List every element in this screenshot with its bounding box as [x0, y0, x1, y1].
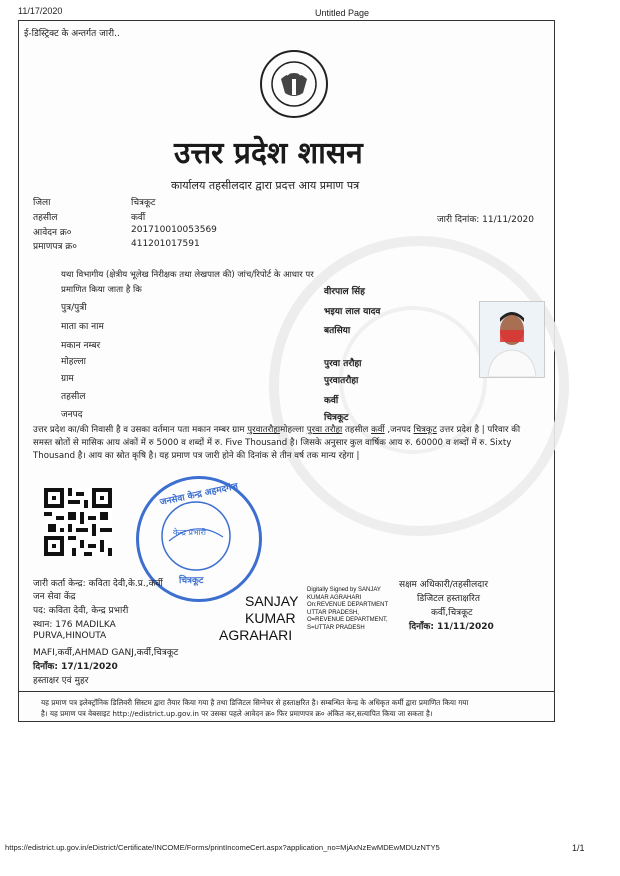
signer-name [219, 593, 298, 644]
print-date: 11/17/2020 [18, 6, 63, 16]
print-url[interactable]: https://edistrict.up.gov.in/eDistrict/Certificate/INCOME/Forms/printIncomeCert.aspx?application_no=MjAxNzEwMDEwMDUzNTY5 [5, 843, 440, 852]
house-label: मकान नम्बर [61, 341, 101, 351]
applicant-photo [479, 301, 545, 378]
mother-label: माता का नाम [61, 322, 104, 332]
issue-date: जारी दिनांक: 11/11/2020 [437, 215, 534, 225]
authority-location: कर्वी,चित्रकूट [431, 608, 473, 618]
qr-code [44, 488, 112, 556]
stamp-ring-text: जनसेवा केन्द्र अहमदगंज [159, 481, 239, 509]
footer-line-1: यह प्रमाण पत्र इलेक्ट्रॉनिक डिलिवरी सिस्टम द्वारा तैयार किया गया है तथा डिजिटल सिग्नेचर से हस्ताक्षरित है। सम्बन्धित केन्द्र के अधिकृत कर्मी द्वारा प्रमाणित किया गया [41, 698, 469, 707]
village-label: ग्राम [61, 374, 74, 384]
authority-title: सक्षम अधिकारी/तहसीलदार [399, 580, 489, 590]
application-number: 201710010053569 [131, 225, 217, 235]
locality-label: मोहल्ला [61, 357, 86, 367]
footer-line-2: है। यह प्रमाण पत्र वेबसाइट http://edistrict.up.gov.in पर उसका पहले आवेदन क्र० फिर प्रमाणपत्र क्र० अंकित कर,सत्यापित किया जा सकता है। [41, 709, 433, 718]
issuer-date: दिनाँक: 17/11/2020 [33, 662, 118, 672]
certificate-paragraph: उत्तर प्रदेश का/की निवासी है व उसका वर्तमान पता मकान नम्बर ग्राम पुरवातरौहामोहल्ला पुरवा तरौहा तहसील कर्वी ,जनपद चित्रकूट उत्तर प्रदेश है | परिवार की समस्त स्रोतों से मासिक आय अंकों में रु 5000 व शब्दों में रु. Five Thousand है। जिसके अनुसार कुल वार्षिक आय रु. 60000 व शब्दों में रु. Sixty Thousand है। आय का स्रोत कृषि है। यह प्रमाण पत्र जारी होने की दिनांक से तीन वर्ष तक मान्य रहेगा | [33, 425, 521, 461]
signer-name-line-3: AGRAHARI [219, 627, 293, 643]
applicant-name: वीरपाल सिंह [324, 287, 365, 297]
district-label: जिला [33, 198, 51, 208]
print-title: Untitled Page [315, 8, 370, 18]
issuer-address-3: MAFI,कर्वी,AHMAD GANJ,कर्वी,चित्रकूट [33, 648, 179, 658]
father-name: भइया लाल यादव [324, 307, 381, 317]
issuer-sign-note: हस्ताक्षर एवं मुहर [33, 676, 89, 686]
signer-name-line-2: KUMAR [245, 610, 296, 626]
father-label: पुत्र/पुत्री [61, 303, 87, 313]
top-note: ई-डिस्ट्रिक्ट के अन्तर्गत जारी.. [24, 29, 120, 39]
mother-name: बतसिया [324, 326, 351, 336]
tehsil-value-2: कर्वी [324, 396, 339, 406]
issuer-address-2: PURVA,HINOUTA [33, 631, 107, 641]
stamp-bottom-text: चित्रकूट [179, 576, 204, 586]
certificate-number: 411201017591 [131, 239, 200, 249]
page-subtitle: कार्यालय तहसीलदार द्वारा प्रदत्त आय प्रमाण पत्र [171, 179, 360, 192]
district-value-2: चित्रकूट [324, 413, 349, 423]
issuer-centre-type: जन सेवा केंद्र [33, 592, 76, 602]
intro-line-1: यथा विभागीय (क्षेत्रीय भूलेख निरीक्षक तथा लेखपाल की) जांच/रिपोर्ट के आधार पर [61, 270, 314, 280]
signer-name-line-1: SANJAY [245, 593, 299, 609]
stamp-center-text: केन्द्र प्रभारी [173, 528, 206, 537]
print-page-count: 1/1 [572, 843, 585, 853]
tehsil-value: कर्वी [131, 213, 146, 223]
issuer-designation: पद: कविता देवी, केन्द्र प्रभारी [33, 606, 129, 616]
digital-signature-details: Digitally Signed by SANJAY KUMAR AGRAHARI On:REVENUE DEPARTMENT UTTAR PRADESH, O=REVENUE DEPARTMENT, S=UTTAR PRADESH [307, 587, 389, 631]
watermark-emblem [269, 236, 569, 536]
district-label-2: जनपद [61, 410, 83, 420]
certificate-label: प्रमाणपत्र क्र० [33, 242, 77, 252]
authority-date: दिनाँक: 11/11/2020 [409, 622, 494, 632]
issuer-address-1: स्थान: 176 MADILKA [33, 620, 116, 630]
up-government-emblem [259, 49, 329, 119]
page-title: उत्तर प्रदेश शासन [174, 136, 363, 171]
locality-value: पुरवा तरौहा [324, 359, 362, 369]
tehsil-label: तहसील [33, 213, 58, 223]
intro-line-2: प्रमाणित किया जाता है कि [61, 285, 142, 295]
footer-note [41, 697, 541, 719]
district-value: चित्रकूट [131, 198, 156, 208]
authority-digital-signed: डिजिटल हस्ताक्षरित [417, 594, 480, 604]
village-value: पुरवातरौहा [324, 376, 359, 386]
certificate [18, 20, 555, 722]
issuer-centre: जारी कर्ता केन्द्र: कविता देवी,के.प्र.,कर्वी [33, 579, 163, 589]
application-label: आवेदन क्र० [33, 228, 72, 238]
footer-divider [19, 691, 554, 692]
tehsil-label-2: तहसील [61, 392, 86, 402]
